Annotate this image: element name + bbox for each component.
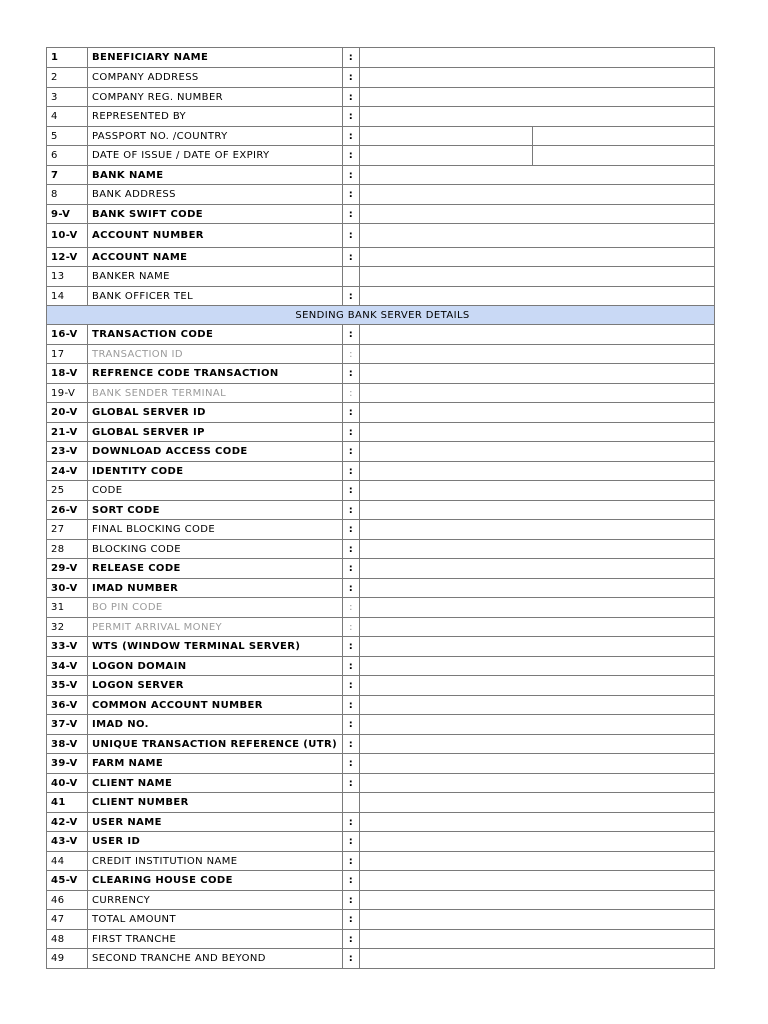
value-field[interactable] <box>360 287 715 306</box>
colon-separator: : <box>343 442 360 462</box>
field-label: GLOBAL SERVER IP <box>88 423 343 442</box>
colon-separator: : <box>343 637 360 657</box>
field-label: SORT CODE <box>88 501 343 520</box>
beneficiary-form-table <box>46 47 715 969</box>
value-field-secondary[interactable] <box>533 127 715 146</box>
colon-separator: : <box>343 345 360 364</box>
form-row-user-name <box>47 813 715 832</box>
value-field[interactable] <box>360 520 715 540</box>
form-row-imad-number <box>47 579 715 598</box>
field-label: TOTAL AMOUNT <box>88 910 343 930</box>
row-number: 21-V <box>47 423 88 442</box>
field-label: PASSPORT NO. /COUNTRY <box>88 127 343 146</box>
value-field[interactable] <box>360 442 715 462</box>
form-row-global-server-ip <box>47 423 715 442</box>
colon-separator: : <box>343 48 360 68</box>
section-header-row <box>47 306 715 325</box>
form-row-account-number <box>47 224 715 248</box>
colon-separator: : <box>343 871 360 891</box>
colon-separator: : <box>343 462 360 481</box>
row-number: 3 <box>47 88 88 107</box>
row-number: 23-V <box>47 442 88 462</box>
form-row-represented-by <box>47 107 715 127</box>
row-number: 17 <box>47 345 88 364</box>
form-row-banker-name <box>47 267 715 287</box>
value-field[interactable] <box>360 107 715 127</box>
value-field[interactable] <box>360 423 715 442</box>
form-row-bank-swift-code <box>47 205 715 224</box>
field-label: GLOBAL SERVER ID <box>88 403 343 423</box>
form-row-beneficiary-name <box>47 48 715 68</box>
form-row-release-code <box>47 559 715 579</box>
form-row-wts-window-terminal-server <box>47 637 715 657</box>
form-row-date-of-issue-date-of-expiry <box>47 146 715 166</box>
value-field[interactable] <box>360 185 715 205</box>
field-label: COMMON ACCOUNT NUMBER <box>88 696 343 715</box>
field-label: BLOCKING CODE <box>88 540 343 559</box>
value-field[interactable] <box>360 48 715 68</box>
field-label: UNIQUE TRANSACTION REFERENCE (UTR) <box>88 735 343 754</box>
field-label: FINAL BLOCKING CODE <box>88 520 343 540</box>
field-label: IMAD NUMBER <box>88 579 343 598</box>
colon-separator <box>343 793 360 813</box>
row-number: 27 <box>47 520 88 540</box>
form-row-sort-code <box>47 501 715 520</box>
value-field-primary[interactable] <box>360 146 533 166</box>
value-field-secondary[interactable] <box>533 146 715 166</box>
form-row-identity-code <box>47 462 715 481</box>
row-number: 20-V <box>47 403 88 423</box>
row-number: 49 <box>47 949 88 969</box>
field-label: BANK OFFICER TEL <box>88 287 343 306</box>
colon-separator: : <box>343 559 360 579</box>
field-label: CLEARING HOUSE CODE <box>88 871 343 891</box>
row-number: 5 <box>47 127 88 146</box>
section-header: SENDING BANK SERVER DETAILS <box>47 306 715 325</box>
form-row-company-address <box>47 68 715 88</box>
form-row-transaction-id <box>47 345 715 364</box>
form-row-imad-no <box>47 715 715 735</box>
form-row-bo-pin-code <box>47 598 715 618</box>
row-number: 18-V <box>47 364 88 384</box>
field-label: IMAD NO. <box>88 715 343 735</box>
row-number: 32 <box>47 618 88 637</box>
colon-separator: : <box>343 88 360 107</box>
colon-separator: : <box>343 166 360 185</box>
form-row-final-blocking-code <box>47 520 715 540</box>
field-label: RELEASE CODE <box>88 559 343 579</box>
value-field[interactable] <box>360 345 715 364</box>
row-number: 10-V <box>47 224 88 248</box>
form-row-total-amount <box>47 910 715 930</box>
field-label: REFRENCE CODE TRANSACTION <box>88 364 343 384</box>
value-field[interactable] <box>360 735 715 754</box>
colon-separator: : <box>343 68 360 88</box>
colon-separator: : <box>343 598 360 618</box>
colon-separator: : <box>343 248 360 267</box>
colon-separator: : <box>343 127 360 146</box>
row-number: 45-V <box>47 871 88 891</box>
value-field[interactable] <box>360 501 715 520</box>
row-number: 1 <box>47 48 88 68</box>
value-field[interactable] <box>360 774 715 793</box>
value-field[interactable] <box>360 910 715 930</box>
row-number: 16-V <box>47 325 88 345</box>
field-label: LOGON DOMAIN <box>88 657 343 676</box>
value-field[interactable] <box>360 657 715 676</box>
row-number: 31 <box>47 598 88 618</box>
colon-separator: : <box>343 579 360 598</box>
row-number: 36-V <box>47 696 88 715</box>
value-field[interactable] <box>360 384 715 403</box>
field-label: ACCOUNT NUMBER <box>88 224 343 248</box>
field-label: CREDIT INSTITUTION NAME <box>88 852 343 871</box>
field-label: BANK SWIFT CODE <box>88 205 343 224</box>
colon-separator: : <box>343 325 360 345</box>
form-row-common-account-number <box>47 696 715 715</box>
value-field[interactable] <box>360 579 715 598</box>
row-number: 13 <box>47 267 88 287</box>
colon-separator: : <box>343 891 360 910</box>
row-number: 8 <box>47 185 88 205</box>
form-row-bank-address <box>47 185 715 205</box>
form-row-bank-officer-tel <box>47 287 715 306</box>
value-field[interactable] <box>360 832 715 852</box>
row-number: 35-V <box>47 676 88 696</box>
value-field[interactable] <box>360 715 715 735</box>
field-label: USER NAME <box>88 813 343 832</box>
row-number: 44 <box>47 852 88 871</box>
row-number: 6 <box>47 146 88 166</box>
form-row-credit-institution-name <box>47 852 715 871</box>
field-label: TRANSACTION ID <box>88 345 343 364</box>
value-field[interactable] <box>360 224 715 248</box>
form-row-blocking-code <box>47 540 715 559</box>
colon-separator: : <box>343 618 360 637</box>
field-label: REPRESENTED BY <box>88 107 343 127</box>
form-row-bank-name <box>47 166 715 185</box>
colon-separator: : <box>343 146 360 166</box>
field-label: BANK NAME <box>88 166 343 185</box>
colon-separator: : <box>343 715 360 735</box>
form-row-bank-sender-terminal <box>47 384 715 403</box>
value-field[interactable] <box>360 852 715 871</box>
colon-separator: : <box>343 852 360 871</box>
colon-separator: : <box>343 774 360 793</box>
field-label: BANKER NAME <box>88 267 343 287</box>
colon-separator: : <box>343 364 360 384</box>
value-field[interactable] <box>360 793 715 813</box>
row-number: 43-V <box>47 832 88 852</box>
form-row-global-server-id <box>47 403 715 423</box>
colon-separator: : <box>343 696 360 715</box>
form-row-company-reg-number <box>47 88 715 107</box>
colon-separator <box>343 267 360 287</box>
field-label: BANK ADDRESS <box>88 185 343 205</box>
value-field[interactable] <box>360 364 715 384</box>
field-label: CLIENT NUMBER <box>88 793 343 813</box>
value-field[interactable] <box>360 676 715 696</box>
colon-separator: : <box>343 735 360 754</box>
colon-separator: : <box>343 384 360 403</box>
form-row-client-number <box>47 793 715 813</box>
row-number: 30-V <box>47 579 88 598</box>
field-label: BANK SENDER TERMINAL <box>88 384 343 403</box>
field-label: COMPANY REG. NUMBER <box>88 88 343 107</box>
form-row-second-tranche-and-beyond <box>47 949 715 969</box>
colon-separator: : <box>343 481 360 501</box>
value-field[interactable] <box>360 540 715 559</box>
colon-separator: : <box>343 676 360 696</box>
form-row-client-name <box>47 774 715 793</box>
row-number: 25 <box>47 481 88 501</box>
colon-separator: : <box>343 520 360 540</box>
row-number: 41 <box>47 793 88 813</box>
value-field[interactable] <box>360 68 715 88</box>
field-label: SECOND TRANCHE AND BEYOND <box>88 949 343 969</box>
row-number: 7 <box>47 166 88 185</box>
form-row-code <box>47 481 715 501</box>
form-row-first-tranche <box>47 930 715 949</box>
row-number: 39-V <box>47 754 88 774</box>
field-label: LOGON SERVER <box>88 676 343 696</box>
value-field[interactable] <box>360 267 715 287</box>
form-row-farm-name <box>47 754 715 774</box>
field-label: TRANSACTION CODE <box>88 325 343 345</box>
field-label: PERMIT ARRIVAL MONEY <box>88 618 343 637</box>
form-row-download-access-code <box>47 442 715 462</box>
value-field[interactable] <box>360 618 715 637</box>
value-field[interactable] <box>360 559 715 579</box>
value-field[interactable] <box>360 871 715 891</box>
row-number: 9-V <box>47 205 88 224</box>
value-field[interactable] <box>360 754 715 774</box>
colon-separator: : <box>343 949 360 969</box>
form-row-clearing-house-code <box>47 871 715 891</box>
form-row-logon-domain <box>47 657 715 676</box>
field-label: WTS (WINDOW TERMINAL SERVER) <box>88 637 343 657</box>
form-row-logon-server <box>47 676 715 696</box>
field-label: USER ID <box>88 832 343 852</box>
row-number: 19-V <box>47 384 88 403</box>
row-number: 33-V <box>47 637 88 657</box>
row-number: 26-V <box>47 501 88 520</box>
row-number: 28 <box>47 540 88 559</box>
colon-separator: : <box>343 832 360 852</box>
row-number: 42-V <box>47 813 88 832</box>
value-field[interactable] <box>360 930 715 949</box>
row-number: 34-V <box>47 657 88 676</box>
row-number: 4 <box>47 107 88 127</box>
colon-separator: : <box>343 185 360 205</box>
row-number: 48 <box>47 930 88 949</box>
colon-separator: : <box>343 423 360 442</box>
colon-separator: : <box>343 501 360 520</box>
value-field[interactable] <box>360 598 715 618</box>
field-label: DATE OF ISSUE / DATE OF EXPIRY <box>88 146 343 166</box>
row-number: 47 <box>47 910 88 930</box>
row-number: 46 <box>47 891 88 910</box>
value-field[interactable] <box>360 88 715 107</box>
row-number: 40-V <box>47 774 88 793</box>
field-label: DOWNLOAD ACCESS CODE <box>88 442 343 462</box>
field-label: CODE <box>88 481 343 501</box>
colon-separator: : <box>343 930 360 949</box>
field-label: IDENTITY CODE <box>88 462 343 481</box>
colon-separator: : <box>343 224 360 248</box>
form-row-passport-no-country <box>47 127 715 146</box>
row-number: 14 <box>47 287 88 306</box>
form-row-user-id <box>47 832 715 852</box>
form-row-transaction-code <box>47 325 715 345</box>
form-row-account-name <box>47 248 715 267</box>
value-field[interactable] <box>360 949 715 969</box>
value-field[interactable] <box>360 248 715 267</box>
colon-separator: : <box>343 403 360 423</box>
field-label: FIRST TRANCHE <box>88 930 343 949</box>
row-number: 2 <box>47 68 88 88</box>
form-row-permit-arrival-money <box>47 618 715 637</box>
field-label: CLIENT NAME <box>88 774 343 793</box>
field-label: FARM NAME <box>88 754 343 774</box>
row-number: 38-V <box>47 735 88 754</box>
row-number: 12-V <box>47 248 88 267</box>
colon-separator: : <box>343 205 360 224</box>
row-number: 37-V <box>47 715 88 735</box>
value-field[interactable] <box>360 166 715 185</box>
colon-separator: : <box>343 813 360 832</box>
form-row-refrence-code-transaction <box>47 364 715 384</box>
field-label: ACCOUNT NAME <box>88 248 343 267</box>
value-field-primary[interactable] <box>360 127 533 146</box>
value-field[interactable] <box>360 325 715 345</box>
value-field[interactable] <box>360 813 715 832</box>
colon-separator: : <box>343 657 360 676</box>
value-field[interactable] <box>360 481 715 501</box>
value-field[interactable] <box>360 205 715 224</box>
colon-separator: : <box>343 910 360 930</box>
value-field[interactable] <box>360 891 715 910</box>
value-field[interactable] <box>360 696 715 715</box>
colon-separator: : <box>343 107 360 127</box>
field-label: BENEFICIARY NAME <box>88 48 343 68</box>
field-label: CURRENCY <box>88 891 343 910</box>
form-row-currency <box>47 891 715 910</box>
value-field[interactable] <box>360 637 715 657</box>
row-number: 24-V <box>47 462 88 481</box>
row-number: 29-V <box>47 559 88 579</box>
form-row-unique-transaction-reference-utr <box>47 735 715 754</box>
value-field[interactable] <box>360 403 715 423</box>
field-label: BO PIN CODE <box>88 598 343 618</box>
field-label: COMPANY ADDRESS <box>88 68 343 88</box>
colon-separator: : <box>343 540 360 559</box>
colon-separator: : <box>343 287 360 306</box>
colon-separator: : <box>343 754 360 774</box>
value-field[interactable] <box>360 462 715 481</box>
